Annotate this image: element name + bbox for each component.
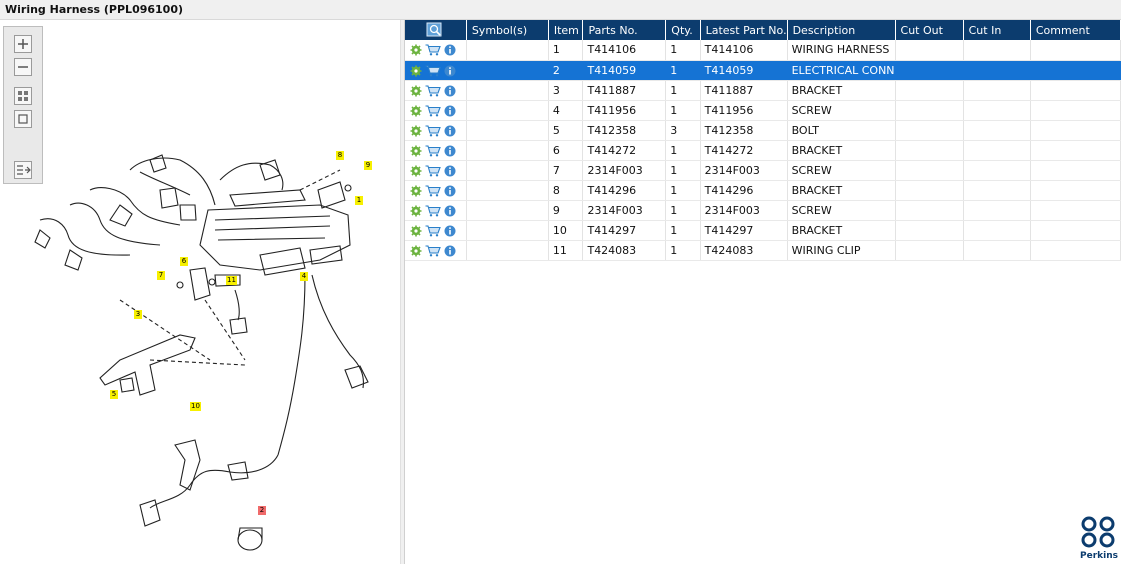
info-icon[interactable] [444, 145, 456, 157]
cell-cut-in[interactable] [963, 40, 1030, 60]
cell-cut-out[interactable] [895, 220, 963, 240]
cell-cut-in[interactable] [963, 200, 1030, 220]
cell-row-tools [405, 140, 466, 160]
cell-cut-in[interactable] [963, 120, 1030, 140]
cell-cut-out[interactable] [895, 100, 963, 120]
cell-part-no[interactable]: T412358 [583, 120, 666, 140]
diagram-panel[interactable] [0, 20, 400, 564]
wiring-harness-diagram[interactable] [0, 20, 400, 564]
cell-latest-part-no[interactable]: T414272 [700, 140, 787, 160]
callout-3[interactable]: 3 [135, 310, 141, 318]
cell-symbols[interactable] [466, 60, 548, 80]
cell-comment[interactable] [1030, 180, 1120, 200]
cell-qty[interactable]: 1 [666, 160, 700, 180]
zoom-out-icon[interactable] [14, 58, 32, 76]
table-row[interactable] [405, 100, 1121, 120]
cell-description[interactable]: SCREW [787, 200, 895, 220]
cell-cut-out[interactable] [895, 160, 963, 180]
callout-4[interactable]: 4 [301, 272, 307, 280]
callout-1[interactable]: 1 [356, 196, 362, 204]
cell-cut-out[interactable] [895, 80, 963, 100]
table-row[interactable] [405, 180, 1121, 200]
cell-row-tools [405, 100, 466, 120]
cell-cut-out[interactable] [895, 140, 963, 160]
column-header-cut-in[interactable]: Cut In [963, 20, 1030, 40]
settings-gear-icon[interactable] [410, 225, 422, 237]
table-row[interactable] [405, 220, 1121, 240]
shopping-cart-icon[interactable] [425, 145, 441, 157]
cell-item[interactable]: 4 [548, 100, 583, 120]
cell-comment[interactable] [1030, 100, 1120, 120]
cell-symbols[interactable] [466, 40, 548, 60]
table-row[interactable] [405, 80, 1121, 100]
cell-latest-part-no[interactable]: T414297 [700, 220, 787, 240]
info-icon[interactable] [444, 125, 456, 137]
callout-5[interactable]: 5 [111, 390, 117, 398]
cell-item[interactable]: 2 [548, 60, 583, 80]
cell-qty[interactable]: 1 [666, 180, 700, 200]
cell-item[interactable]: 11 [548, 240, 583, 260]
shopping-cart-icon[interactable] [425, 105, 441, 117]
column-header-description[interactable]: Description [787, 20, 895, 40]
cell-row-tools [405, 200, 466, 220]
cell-latest-part-no[interactable]: T412358 [700, 120, 787, 140]
cell-latest-part-no[interactable]: 2314F003 [700, 200, 787, 220]
cell-cut-in[interactable] [963, 180, 1030, 200]
cell-latest-part-no[interactable]: T411887 [700, 80, 787, 100]
cell-comment[interactable] [1030, 140, 1120, 160]
info-icon[interactable] [444, 225, 456, 237]
cell-qty[interactable]: 1 [666, 140, 700, 160]
info-icon[interactable] [444, 65, 456, 77]
cell-qty[interactable]: 1 [666, 40, 700, 60]
info-icon[interactable] [444, 85, 456, 97]
cell-description[interactable]: SCREW [787, 100, 895, 120]
table-row[interactable] [405, 200, 1121, 220]
cell-qty[interactable]: 3 [666, 120, 700, 140]
cell-description[interactable]: WIRING HARNESS [787, 40, 895, 60]
toggle-panel-icon[interactable] [14, 161, 32, 179]
cell-cut-in[interactable] [963, 80, 1030, 100]
settings-gear-icon[interactable] [410, 165, 422, 177]
callout-11[interactable]: 11 [227, 276, 236, 284]
cell-symbols[interactable] [466, 120, 548, 140]
cell-row-tools [405, 180, 466, 200]
table-row[interactable] [405, 240, 1121, 260]
cell-item[interactable]: 3 [548, 80, 583, 100]
cell-part-no[interactable]: T424083 [583, 240, 666, 260]
view-toolbox [3, 26, 43, 184]
column-header-item[interactable]: Item [548, 20, 583, 40]
settings-gear-icon[interactable] [410, 125, 422, 137]
cell-qty[interactable]: 1 [666, 200, 700, 220]
cell-cut-in[interactable] [963, 220, 1030, 240]
table-row[interactable] [405, 60, 1121, 80]
shopping-cart-icon[interactable] [425, 225, 441, 237]
cell-row-tools [405, 240, 466, 260]
column-header-latest-part-no[interactable]: Latest Part No. [700, 20, 787, 40]
shopping-cart-icon[interactable] [425, 85, 441, 97]
cell-comment[interactable] [1030, 120, 1120, 140]
cell-comment[interactable] [1030, 220, 1120, 240]
cell-description[interactable]: ELECTRICAL CONN [787, 60, 895, 80]
cell-part-no[interactable]: 2314F003 [583, 200, 666, 220]
cell-part-no[interactable]: T411956 [583, 100, 666, 120]
cell-description[interactable]: BOLT [787, 120, 895, 140]
cell-symbols[interactable] [466, 100, 548, 120]
cell-cut-in[interactable] [963, 60, 1030, 80]
cell-latest-part-no[interactable]: T411956 [700, 100, 787, 120]
cell-cut-in[interactable] [963, 240, 1030, 260]
column-header-tools[interactable] [405, 20, 466, 40]
info-icon[interactable] [444, 44, 456, 56]
cell-cut-in[interactable] [963, 160, 1030, 180]
perkins-logo-text: Perkins [1080, 551, 1118, 561]
cell-comment[interactable] [1030, 40, 1120, 60]
title-bar [0, 0, 1121, 20]
cell-cut-in[interactable] [963, 140, 1030, 160]
settings-gear-icon[interactable] [410, 65, 422, 77]
info-icon[interactable] [444, 165, 456, 177]
cell-symbols[interactable] [466, 240, 548, 260]
shopping-cart-icon[interactable] [425, 205, 441, 217]
cell-comment[interactable] [1030, 80, 1120, 100]
cell-cut-out[interactable] [895, 200, 963, 220]
cell-latest-part-no[interactable]: T424083 [700, 240, 787, 260]
cell-row-tools [405, 60, 466, 80]
fit-all-icon[interactable] [14, 87, 32, 105]
cell-qty[interactable]: 1 [666, 80, 700, 100]
cell-qty[interactable]: 1 [666, 60, 700, 80]
settings-gear-icon[interactable] [410, 185, 422, 197]
zoom-in-icon[interactable] [14, 35, 32, 53]
cell-cut-out[interactable] [895, 180, 963, 200]
column-header-cut-out[interactable]: Cut Out [895, 20, 963, 40]
cell-cut-out[interactable] [895, 60, 963, 80]
table-header-row [405, 20, 1121, 40]
cell-part-no[interactable]: T414106 [583, 40, 666, 60]
cell-part-no[interactable]: T411887 [583, 80, 666, 100]
callout-7[interactable]: 7 [158, 271, 164, 279]
settings-gear-icon[interactable] [410, 105, 422, 117]
cell-latest-part-no[interactable]: T414106 [700, 40, 787, 60]
cell-latest-part-no[interactable]: 2314F003 [700, 160, 787, 180]
cell-symbols[interactable] [466, 80, 548, 100]
column-header-qty[interactable]: Qty. [666, 20, 700, 40]
cell-item[interactable]: 9 [548, 200, 583, 220]
cell-description[interactable]: BRACKET [787, 220, 895, 240]
parts-table [405, 20, 1121, 261]
cell-item[interactable]: 6 [548, 140, 583, 160]
cell-description[interactable]: BRACKET [787, 80, 895, 100]
callout-10[interactable]: 10 [191, 402, 200, 410]
shopping-cart-icon[interactable] [425, 125, 441, 137]
cell-description[interactable]: SCREW [787, 160, 895, 180]
cell-comment[interactable] [1030, 200, 1120, 220]
cell-cut-in[interactable] [963, 100, 1030, 120]
cell-item[interactable]: 1 [548, 40, 583, 60]
parts-list-panel [405, 20, 1121, 564]
cell-qty[interactable]: 1 [666, 220, 700, 240]
settings-gear-icon[interactable] [410, 245, 422, 257]
column-header-comment[interactable]: Comment [1030, 20, 1120, 40]
cell-item[interactable]: 7 [548, 160, 583, 180]
cell-comment[interactable] [1030, 240, 1120, 260]
cell-symbols[interactable] [466, 220, 548, 240]
cell-comment[interactable] [1030, 60, 1120, 80]
fit-window-icon[interactable] [14, 110, 32, 128]
cell-description[interactable]: WIRING CLIP [787, 240, 895, 260]
table-row[interactable] [405, 40, 1121, 60]
cell-row-tools [405, 160, 466, 180]
cell-qty[interactable]: 1 [666, 240, 700, 260]
cell-latest-part-no[interactable]: T414296 [700, 180, 787, 200]
shopping-cart-icon[interactable] [425, 245, 441, 257]
callout-8[interactable]: 8 [337, 151, 343, 159]
cell-item[interactable]: 5 [548, 120, 583, 140]
cell-row-tools [405, 220, 466, 240]
callout-2[interactable]: 2 [259, 506, 265, 514]
info-icon[interactable] [444, 185, 456, 197]
cell-part-no[interactable]: 2314F003 [583, 160, 666, 180]
cell-item[interactable]: 10 [548, 220, 583, 240]
shopping-cart-icon[interactable] [425, 165, 441, 177]
settings-gear-icon[interactable] [410, 44, 422, 56]
cell-part-no[interactable]: T414059 [583, 60, 666, 80]
settings-gear-icon[interactable] [410, 145, 422, 157]
cell-cut-out[interactable] [895, 240, 963, 260]
cell-symbols[interactable] [466, 180, 548, 200]
cell-item[interactable]: 8 [548, 180, 583, 200]
column-header-part-no[interactable]: Parts No. [583, 20, 666, 40]
cell-symbols[interactable] [466, 160, 548, 180]
cell-symbols[interactable] [466, 140, 548, 160]
cell-latest-part-no[interactable]: T414059 [700, 60, 787, 80]
cell-part-no[interactable]: T414296 [583, 180, 666, 200]
cell-cut-out[interactable] [895, 40, 963, 60]
window-title: Wiring Harness (PPL096100) [5, 3, 184, 16]
cell-part-no[interactable]: T414272 [583, 140, 666, 160]
cell-cut-out[interactable] [895, 120, 963, 140]
info-icon[interactable] [444, 205, 456, 217]
settings-gear-icon[interactable] [410, 85, 422, 97]
info-icon[interactable] [444, 245, 456, 257]
cell-description[interactable]: BRACKET [787, 180, 895, 200]
cell-row-tools [405, 40, 466, 60]
callout-6[interactable]: 6 [181, 257, 187, 265]
shopping-cart-icon[interactable] [425, 65, 441, 77]
cell-row-tools [405, 80, 466, 100]
cell-symbols[interactable] [466, 200, 548, 220]
column-header-symbols[interactable]: Symbol(s) [466, 20, 548, 40]
cell-row-tools [405, 120, 466, 140]
shopping-cart-icon[interactable] [425, 44, 441, 56]
table-row[interactable] [405, 160, 1121, 180]
callout-9[interactable]: 9 [365, 161, 371, 169]
table-row[interactable] [405, 140, 1121, 160]
cell-qty[interactable]: 1 [666, 100, 700, 120]
info-icon[interactable] [444, 105, 456, 117]
cell-description[interactable]: BRACKET [787, 140, 895, 160]
settings-gear-icon[interactable] [410, 205, 422, 217]
table-row[interactable] [405, 120, 1121, 140]
find-part-icon[interactable] [426, 22, 444, 38]
cell-comment[interactable] [1030, 160, 1120, 180]
shopping-cart-icon[interactable] [425, 185, 441, 197]
cell-part-no[interactable]: T414297 [583, 220, 666, 240]
